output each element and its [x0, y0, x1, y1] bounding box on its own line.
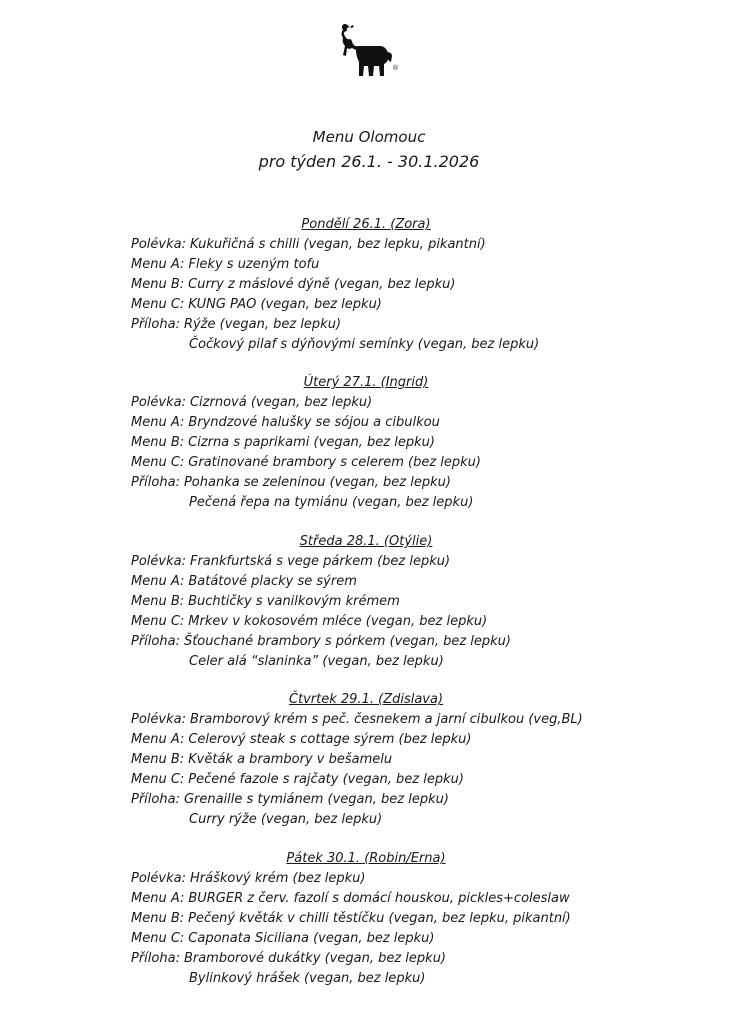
menu-a-value: Batátové placky se sýrem	[188, 574, 357, 589]
menu-a-label: Menu A:	[131, 415, 185, 430]
menu-b-label: Menu B:	[131, 277, 185, 292]
soup-label: Polévka:	[131, 237, 186, 252]
menu-a-row	[131, 572, 631, 592]
soup-label: Polévka:	[131, 395, 186, 410]
day-block-friday	[131, 849, 631, 989]
menu-b-label: Menu B:	[131, 752, 185, 767]
side-value: Pohanka se zeleninou (vegan, bez lepku)	[183, 475, 451, 490]
side-value: Čočkový pilaf s dýňovými semínky (vegan, bez lepku)	[189, 337, 540, 352]
side-value: Curry rýže (vegan, bez lepku)	[189, 812, 383, 827]
side-value: Grenaille s tymiánem (vegan, bez lepku)	[183, 792, 449, 807]
soup-label: Polévka:	[131, 554, 186, 569]
menu-c-row	[131, 295, 631, 315]
menu-b-row	[131, 275, 631, 295]
day-block-monday	[131, 215, 631, 355]
menu-b-row	[131, 433, 631, 453]
side-row	[131, 949, 631, 969]
soup-label: Polévka:	[131, 871, 186, 886]
day-heading: Pátek 30.1. (Robin/Erna)	[286, 851, 446, 866]
menu-a-value: Celerový steak s cottage sýrem (bez lepku)	[188, 732, 472, 747]
side-value: Bylinkový hrášek (vegan, bez lepku)	[189, 971, 426, 986]
day-block-tuesday	[131, 373, 631, 513]
day-block-wednesday	[131, 532, 631, 672]
soup-row	[131, 552, 631, 572]
side-row	[131, 790, 631, 810]
menu-c-value: Caponata Siciliana (vegan, bez lepku)	[188, 931, 435, 946]
side-label: Příloha:	[131, 317, 180, 332]
day-heading: Pondělí 26.1. (Zora)	[301, 217, 431, 232]
soup-row	[131, 710, 631, 730]
soup-row	[131, 869, 631, 889]
soup-row	[131, 393, 631, 413]
menu-c-value: Gratinované brambory s celerem (bez lepku)	[188, 455, 481, 470]
side-row	[131, 632, 631, 652]
soup-value: Bramborový krém s peč. česnekem a jarní cibulkou (veg,BL)	[189, 712, 583, 727]
side-row	[131, 473, 631, 493]
day-heading: Čtvrtek 29.1. (Zdislava)	[288, 692, 444, 707]
menu-b-label: Menu B:	[131, 594, 185, 609]
menu-c-value: KUNG PAO (vegan, bez lepku)	[188, 297, 382, 312]
menu-a-row	[131, 413, 631, 433]
menu-c-label: Menu C:	[131, 772, 185, 787]
day-block-thursday	[131, 690, 631, 830]
menu-c-row	[131, 929, 631, 949]
menu-b-value: Cizrna s paprikami (vegan, bez lepku)	[188, 435, 435, 450]
soup-row	[131, 235, 631, 255]
menu-b-value: Pečený květák v chilli těstíčku (vegan, bez lepku, pikantní)	[188, 911, 571, 926]
menu-b-row	[131, 909, 631, 929]
menu-a-row	[131, 255, 631, 275]
side-row-2	[131, 810, 631, 830]
menu-a-value: Bryndzové halušky se sójou a cibulkou	[188, 415, 440, 430]
menu-b-value: Curry z máslové dýně (vegan, bez lepku)	[188, 277, 456, 292]
menu-b-value: Buchtičky s vanilkovým krémem	[188, 594, 400, 609]
soup-value: Cizrnová (vegan, bez lepku)	[189, 395, 373, 410]
menu-b-label: Menu B:	[131, 911, 185, 926]
side-label: Příloha:	[131, 951, 180, 966]
soup-value: Kukuřičná s chilli (vegan, bez lepku, pikantní)	[189, 237, 486, 252]
menu-b-row	[131, 750, 631, 770]
menu-c-label: Menu C:	[131, 297, 185, 312]
menu-c-row	[131, 453, 631, 473]
menu-b-value: Květák a brambory v bešamelu	[188, 752, 393, 767]
menu-a-label: Menu A:	[131, 891, 185, 906]
soup-label: Polévka:	[131, 712, 186, 727]
week-range: pro týden 26.1. - 30.1.2026	[258, 152, 480, 171]
side-row-2	[131, 969, 631, 989]
menu-b-label: Menu B:	[131, 435, 185, 450]
menu-a-row	[131, 889, 631, 909]
soup-value: Hráškový krém (bez lepku)	[189, 871, 366, 886]
side-value: Šťouchané brambory s pórkem (vegan, bez lepku)	[183, 634, 511, 649]
page-title: Menu Olomouc	[312, 128, 426, 146]
side-label: Příloha:	[131, 634, 180, 649]
menu-a-label: Menu A:	[131, 257, 185, 272]
menu-c-label: Menu C:	[131, 614, 185, 629]
goat-logo-icon	[338, 22, 398, 82]
menu-a-label: Menu A:	[131, 574, 185, 589]
menu-a-value: BURGER z červ. fazolí s domácí houskou, pickles+coleslaw	[188, 891, 570, 906]
day-heading: Středa 28.1. (Otýlie)	[299, 534, 433, 549]
menu-c-label: Menu C:	[131, 931, 185, 946]
side-label: Příloha:	[131, 792, 180, 807]
side-value: Pečená řepa na tymiánu (vegan, bez lepku)	[189, 495, 474, 510]
menu-c-row	[131, 612, 631, 632]
side-row-2	[131, 652, 631, 672]
side-value: Bramborové dukátky (vegan, bez lepku)	[183, 951, 447, 966]
menu-b-row	[131, 592, 631, 612]
side-value: Rýže (vegan, bez lepku)	[183, 317, 342, 332]
menu-c-value: Pečené fazole s rajčaty (vegan, bez lepku)	[188, 772, 464, 787]
side-value: Celer alá “slaninka” (vegan, bez lepku)	[189, 654, 444, 669]
day-heading: Úterý 27.1. (Ingrid)	[303, 375, 429, 390]
side-label: Příloha:	[131, 475, 180, 490]
menu-a-value: Fleky s uzeným tofu	[188, 257, 320, 272]
menu-c-label: Menu C:	[131, 455, 185, 470]
menu-a-label: Menu A:	[131, 732, 185, 747]
menu-a-row	[131, 730, 631, 750]
registered-mark: ®	[392, 64, 399, 72]
side-row	[131, 315, 631, 335]
side-row-2	[131, 493, 631, 513]
menu-c-row	[131, 770, 631, 790]
side-row-2	[131, 335, 631, 355]
menu-c-value: Mrkev v kokosovém mléce (vegan, bez lepku)	[188, 614, 488, 629]
soup-value: Frankfurtská s vege párkem (bez lepku)	[189, 554, 451, 569]
